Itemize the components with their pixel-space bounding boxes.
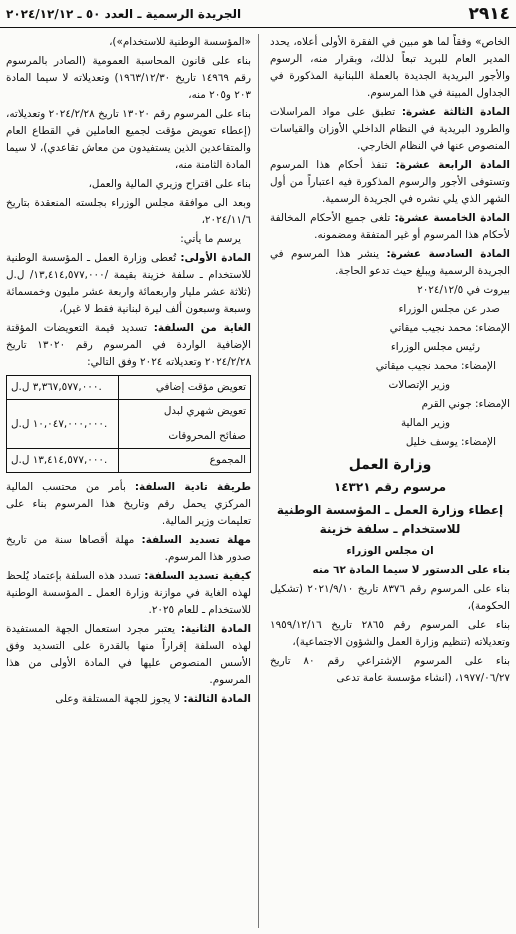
basis: بناء على المرسوم الإشتراعي رقم ٨٠ تاريخ ١٩٧٧/٠٦/٢٧، (انشاء مؤسسة عامة تدعى: [270, 655, 510, 684]
article-label: المادة السادسة عشرة:: [386, 248, 510, 260]
article-14: [270, 157, 510, 208]
table-row: [7, 400, 251, 449]
row-label: [119, 400, 251, 449]
running-title: الجريدة الرسمية ـ العدد ٥٠ ـ ٢٠٢٤/١٢/١٢: [6, 6, 242, 21]
article-label: المادة الأولى:: [180, 252, 251, 264]
row-label: المجموع: [119, 449, 251, 473]
article-text: مهلة أقصاها سنة من تاريخ صدور هذا المرسوم.: [6, 534, 251, 563]
date-line: بيروت في ٢٠٢٤/١٢/٥: [417, 284, 510, 296]
minister-title: وزير المالية: [400, 417, 450, 429]
row-amount: ٣,٣٦٧,٥٧٧,٠٠٠ ل.ل.: [7, 376, 119, 400]
issued-by: صدر عن مجلس الوزراء: [398, 303, 500, 315]
table-row: [7, 376, 251, 400]
paragraph: بناء على المرسوم رقم ١٣٠٢٠ تاريخ ٢٠٢٤/٢/٢٨ وتعديلاته، (إعطاء تعويض مؤقت لجميع العاملين في القطاع العام والمتقاعدين الذين يستفيدون من معاش تقاعدي)، لا سيما المادة الثامنة منه،: [6, 108, 251, 171]
row-amount: ١٣,٤١٤,٥٧٧,٠٠٠ ل.ل.: [7, 449, 119, 473]
article-text: يعتبر مجرد استعمال الجهة المستفيدة لهذه السلفة إقراراً منها بالقدرة على التسديد وفق الأسس المنصوص عليها في المادة الأولى من هذا المرسوم.: [6, 623, 251, 686]
ministry-heading: وزارة العمل: [348, 457, 432, 473]
article-2: [6, 621, 251, 689]
article-1: [6, 250, 251, 318]
minister-title: وزير الإتصالات: [388, 379, 450, 391]
paragraph: وبعد الى موافقة مجلس الوزراء بجلسته المنعقدة بتاريخ ٢٠٢٤/١١/٦،: [6, 197, 251, 226]
article-label: المادة الخامسة عشرة:: [394, 212, 510, 224]
article-3: [6, 691, 251, 708]
paragraph: بناء على اقتراح وزيري المالية والعمل،: [88, 178, 251, 190]
paragraph: بناء على قانون المحاسبة العمومية (الصادر بالمرسوم رقم ١٤٩٦٩ تاريخ ١٩٦٣/١٢/٣٠) وتعديلاته لا سيما المادة ٢٠٣ و٢٠٥ منه،: [6, 55, 251, 101]
row-amount: ١٠,٠٤٧,٠٠٠,٠٠٠ ل.ل.: [7, 400, 119, 449]
left-column: [6, 34, 251, 928]
row-label-line: تعويض شهري لبدل: [163, 405, 246, 417]
signature: الإمضاء: محمد نجيب ميقاتي: [389, 322, 510, 334]
paragraph: «المؤسسة الوطنية للاستخدام»)،: [109, 36, 251, 48]
basis: بناء على المرسوم رقم ٨٣٧٦ تاريخ ٢٠٢١/٩/١٠ (تشكيل الحكومة)،: [270, 583, 510, 612]
decree-number: مرسوم رقم ١٤٣٢١: [333, 480, 447, 494]
page-number: ٢٩١٤: [468, 3, 510, 24]
article-text: بأمر من محتسب المالية المركزي يحمل رقم وتاريخ هذا المرسوم بناء على تعليمات وزير المالية.: [6, 481, 251, 527]
pm-title: رئيس مجلس الوزراء: [390, 341, 480, 353]
decrees-line: يرسم ما يأتي:: [180, 233, 241, 245]
article-13: [270, 104, 510, 155]
article-text: ينشر هذا المرسوم في الجريدة الرسمية ويبلغ حيث تدعو الحاجة.: [270, 248, 510, 277]
page-header: [0, 0, 516, 28]
basis-constitution: بناء على الدستور لا سيما المادة ٦٢ منه: [312, 564, 510, 576]
signature: الإمضاء: يوسف خليل: [405, 436, 496, 448]
article-label: المادة الثالثة:: [183, 693, 251, 705]
article-text: تنفذ أحكام هذا المرسوم وتستوفى الأجور والرسوم المذكورة فيه اعتباراً من أول الشهر الذي يلي نشره في الجريدة الرسمية.: [270, 159, 510, 205]
column-divider: [258, 34, 259, 928]
article-text: تسديد قيمة التعويضات المؤقتة الإضافية الواردة في المرسوم رقم ١٣٠٢٠ تاريخ ٢٠٢٤/٢/٢٨ وتعديلاته ٢٠٢٤ وفق التالي:: [6, 322, 251, 368]
article-16: [270, 246, 510, 280]
article-label: الغاية من السلفة:: [153, 322, 251, 334]
article-text: تُعطى وزارة العمل ـ المؤسسة الوطنية للاستخدام ـ سلفة خزينة بقيمة /١٣,٤١٤,٥٧٧,٠٠٠/ ل.ل (ثلاثة عشر مليار واربعمائة واربعة عشر مليون وخمسمائة وسبعة وسبعون ألف ليرة لبنانية فقط لا غير)،: [6, 252, 251, 315]
article-text: تطبق على مواد المراسلات والطرود البريدية في النظام الداخلي الأوزان والقياسات المنصوص عنها في النظام الخارجي.: [270, 106, 510, 152]
article-text: لا يجوز للجهة المستلفة وعلى: [55, 693, 181, 705]
right-column: [270, 34, 510, 928]
article-text: تسدد هذه السلفة بإعتماد يُلحظ لهذه الغاية في موازنة وزارة العمل ـ المؤسسة الوطنية للاستخدام ـ للعام ٢٠٢٥.: [6, 570, 251, 616]
article-text: تلغى جميع الأحكام المخالفة لأحكام هذا المرسوم أو غير المتفقة ومضمونه.: [270, 212, 510, 241]
signature-block: [270, 282, 510, 451]
article-15: [270, 210, 510, 244]
signature: الإمضاء: جوني القرم: [421, 398, 510, 410]
decree-title: إعطاء وزارة العمل ـ المؤسسة الوطنية للاستخدام ـ سلفة خزينة: [276, 503, 504, 536]
amounts-table: [6, 375, 251, 473]
article-label: طريقة تادية السلفة:: [134, 481, 251, 493]
article-label: المادة الثالثة عشرة:: [401, 106, 510, 118]
signature: الإمضاء: محمد نجيب ميقاتي: [375, 360, 496, 372]
basis: بناء على المرسوم رقم ٢٨٦٥ تاريخ ١٩٥٩/١٢/١٦ وتعديلاته (تنظيم وزارة العمل والشؤون الاجتماعية)،: [270, 619, 510, 648]
article-label: كيفية تسديد السلفة:: [144, 570, 251, 582]
table-row: [7, 449, 251, 473]
article-label: المادة الرابعة عشرة:: [395, 159, 510, 171]
row-label-line: صفائح المحروقات: [168, 430, 246, 442]
article-label: المادة الثانية:: [180, 623, 251, 635]
method: [6, 479, 251, 530]
paragraph: الخاص» وفقاً لما هو مبين في الفقرة الأولى أعلاه، يحدد المدير العام للبريد تبعاً لذلك، وبقرار منه، الرسوم والأجور البريدية الجديدة بالعملة اللبنانية المذكورة في الجداول المبينة في هذا المرسوم.: [270, 36, 510, 99]
repayment: [6, 568, 251, 619]
council: ان مجلس الوزراء: [346, 545, 434, 557]
purpose: [6, 320, 251, 371]
row-label: تعويض مؤقت إضافي: [119, 376, 251, 400]
article-label: مهلة تسديد السلفة:: [141, 534, 251, 546]
term: [6, 532, 251, 566]
